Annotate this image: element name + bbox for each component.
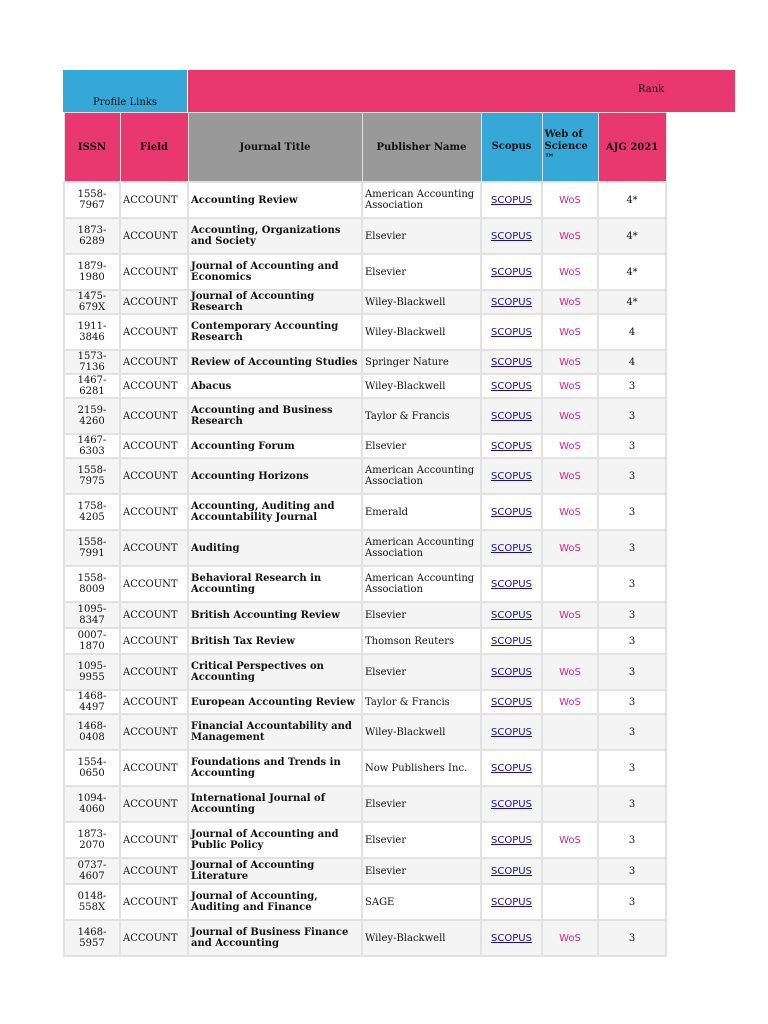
issn-cell: 1468-5957 [64,920,120,956]
table-row [64,434,666,458]
table-row [64,602,666,628]
publisher-cell: American Accounting Association [362,458,481,494]
wos-link [542,628,598,654]
table-row [64,350,666,374]
issn-cell: 0007-1870 [64,628,120,654]
issn-cell: 0737-4607 [64,858,120,884]
scopus-link-text[interactable]: SCOPUS [491,326,532,338]
scopus-link-text[interactable]: SCOPUS [491,834,532,846]
journal-title-cell: Journal of Accounting Research [188,290,362,314]
wos-link[interactable]: WoS [542,530,598,566]
publisher-cell: Elsevier [362,858,481,884]
table-row [64,628,666,654]
table-row [64,314,666,350]
ajg-rank-cell: 3 [598,714,666,750]
scopus-link[interactable] [481,254,542,290]
scopus-link-text[interactable]: SCOPUS [491,578,532,590]
scopus-link-text[interactable]: SCOPUS [491,230,532,242]
scopus-link-text[interactable]: SCOPUS [491,440,532,452]
issn-cell: 1573-7136 [64,350,120,374]
scopus-link-text[interactable]: SCOPUS [491,380,532,392]
profile-links-header: Profile Links [63,70,187,112]
issn-cell: 1554-0650 [64,750,120,786]
publisher-cell: Springer Nature [362,350,481,374]
issn-cell: 1467-6303 [64,434,120,458]
field-cell: ACCOUNT [120,786,188,822]
issn-cell: 1558-7975 [64,458,120,494]
field-cell: ACCOUNT [120,690,188,714]
col-issn: ISSN [64,113,120,183]
col-ajg: AJG 2021 [598,113,666,183]
table-row [64,714,666,750]
issn-cell: 1873-6289 [64,218,120,254]
scopus-link-text[interactable]: SCOPUS [491,470,532,482]
journal-title-cell: Accounting and Business Research [188,398,362,434]
wos-link[interactable]: WoS [542,398,598,434]
issn-cell: 2159-4260 [64,398,120,434]
journal-title-cell: Contemporary Accounting Research [188,314,362,350]
rank-label: Rank [638,84,665,95]
issn-cell: 1094-4060 [64,786,120,822]
wos-link[interactable]: WoS [542,290,598,314]
issn-cell: 1873-2070 [64,822,120,858]
journal-title-cell: Accounting Forum [188,434,362,458]
journal-title-cell: Journal of Accounting and Economics [188,254,362,290]
publisher-cell: American Accounting Association [362,530,481,566]
scopus-link-text[interactable]: SCOPUS [491,194,532,206]
table-row [64,858,666,884]
scopus-link[interactable] [481,290,542,314]
table-row [64,654,666,690]
journal-title-cell: Accounting, Organizations and Society [188,218,362,254]
field-cell: ACCOUNT [120,458,188,494]
scopus-link[interactable] [481,920,542,956]
scopus-link-text[interactable]: SCOPUS [491,896,532,908]
ajg-rank-cell: 3 [598,434,666,458]
ajg-rank-cell: 3 [598,690,666,714]
wos-link[interactable]: WoS [542,434,598,458]
scopus-link[interactable] [481,654,542,690]
ajg-rank-cell: 4* [598,218,666,254]
field-cell: ACCOUNT [120,822,188,858]
journal-title-cell: Review of Accounting Studies [188,350,362,374]
field-cell: ACCOUNT [120,566,188,602]
issn-cell: 0148-558X [64,884,120,920]
wos-link[interactable]: WoS [542,602,598,628]
scopus-link[interactable] [481,714,542,750]
field-cell: ACCOUNT [120,858,188,884]
journal-title-cell: Behavioral Research in Accounting [188,566,362,602]
scopus-link[interactable] [481,458,542,494]
ajg-rank-cell: 3 [598,398,666,434]
field-cell: ACCOUNT [120,218,188,254]
ajg-rank-cell: 4* [598,182,666,218]
ajg-rank-cell: 3 [598,628,666,654]
field-cell: ACCOUNT [120,182,188,218]
journal-title-cell: Foundations and Trends in Accounting [188,750,362,786]
scopus-link[interactable] [481,750,542,786]
ajg-rank-cell: 4 [598,314,666,350]
table-row [64,290,666,314]
journal-title-cell: European Accounting Review [188,690,362,714]
field-cell: ACCOUNT [120,884,188,920]
journal-title-cell: Journal of Accounting and Public Policy [188,822,362,858]
header-band [63,69,667,112]
journal-title-cell: British Tax Review [188,628,362,654]
journal-title-cell: Accounting Review [188,182,362,218]
ajg-rank-cell: 4* [598,290,666,314]
field-cell: ACCOUNT [120,920,188,956]
publisher-cell: Wiley-Blackwell [362,714,481,750]
wos-link [542,714,598,750]
wos-link [542,566,598,602]
table-row [64,458,666,494]
publisher-cell: Elsevier [362,254,481,290]
issn-cell: 1095-8347 [64,602,120,628]
wos-link[interactable]: WoS [542,654,598,690]
field-cell: ACCOUNT [120,398,188,434]
scopus-link[interactable] [481,494,542,530]
table-row [64,690,666,714]
scopus-link[interactable] [481,398,542,434]
scopus-link-text[interactable]: SCOPUS [491,506,532,518]
ajg-rank-cell: 3 [598,458,666,494]
wos-link[interactable]: WoS [542,494,598,530]
field-cell: ACCOUNT [120,290,188,314]
field-cell: ACCOUNT [120,254,188,290]
scopus-link-text[interactable]: SCOPUS [491,542,532,554]
wos-link[interactable]: WoS [542,822,598,858]
wos-link[interactable]: WoS [542,182,598,218]
scopus-link[interactable] [481,314,542,350]
publisher-cell: Elsevier [362,654,481,690]
issn-cell: 1095-9955 [64,654,120,690]
wos-link[interactable]: WoS [542,314,598,350]
wos-link[interactable]: WoS [542,218,598,254]
ajg-rank-cell: 3 [598,822,666,858]
publisher-cell: Elsevier [362,822,481,858]
column-header-row [64,113,666,183]
table-row [64,822,666,858]
wos-link[interactable]: WoS [542,350,598,374]
wos-link[interactable]: WoS [542,920,598,956]
scopus-link[interactable] [481,786,542,822]
scopus-link-text[interactable]: SCOPUS [491,635,532,647]
col-publisher: Publisher Name [362,113,481,183]
issn-cell: 1467-6281 [64,374,120,398]
table-row [64,182,666,218]
field-cell: ACCOUNT [120,434,188,458]
wos-link [542,750,598,786]
scopus-link-text[interactable]: SCOPUS [491,609,532,621]
ajg-rank-cell: 3 [598,654,666,690]
journal-title-cell: Auditing [188,530,362,566]
journal-title-cell: Accounting, Auditing and Accountability Journal [188,494,362,530]
scopus-link-text[interactable]: SCOPUS [491,932,532,944]
publisher-cell: Elsevier [362,434,481,458]
scopus-link-text[interactable]: SCOPUS [491,296,532,308]
issn-cell: 1911-3846 [64,314,120,350]
scopus-link[interactable] [481,858,542,884]
journal-sheet [63,69,667,957]
scopus-link[interactable] [481,530,542,566]
publisher-cell: American Accounting Association [362,566,481,602]
scopus-link[interactable] [481,884,542,920]
ajg-rank-cell: 4 [598,350,666,374]
scopus-link-text[interactable]: SCOPUS [491,666,532,678]
scopus-link-text[interactable]: SCOPUS [491,865,532,877]
journal-title-cell: Abacus [188,374,362,398]
table-row [64,566,666,602]
publisher-cell: Wiley-Blackwell [362,374,481,398]
journal-title-cell: Journal of Business Finance and Accounting [188,920,362,956]
field-cell: ACCOUNT [120,654,188,690]
ajg-rank-cell: 3 [598,884,666,920]
rank-header [188,70,735,112]
publisher-cell: Elsevier [362,786,481,822]
issn-cell: 1558-7991 [64,530,120,566]
table-row [64,920,666,956]
publisher-cell: SAGE [362,884,481,920]
scopus-link[interactable] [481,690,542,714]
field-cell: ACCOUNT [120,602,188,628]
field-cell: ACCOUNT [120,750,188,786]
col-journal-title: Journal Title [188,113,362,183]
wos-link[interactable]: WoS [542,374,598,398]
publisher-cell: Now Publishers Inc. [362,750,481,786]
publisher-cell: Emerald [362,494,481,530]
table-row [64,254,666,290]
scopus-link[interactable] [481,628,542,654]
scopus-link[interactable] [481,822,542,858]
col-wos: Web of Science ™ [542,113,598,183]
journal-title-cell: Journal of Accounting, Auditing and Finance [188,884,362,920]
scopus-link-text[interactable]: SCOPUS [491,798,532,810]
publisher-cell: Taylor & Francis [362,398,481,434]
table-row [64,884,666,920]
wos-link[interactable]: WoS [542,458,598,494]
publisher-cell: Wiley-Blackwell [362,290,481,314]
ajg-rank-cell: 3 [598,566,666,602]
table-row [64,530,666,566]
table-row [64,494,666,530]
wos-link [542,884,598,920]
publisher-cell: Elsevier [362,602,481,628]
publisher-cell: Wiley-Blackwell [362,920,481,956]
issn-cell: 1468-0408 [64,714,120,750]
issn-cell: 1558-7967 [64,182,120,218]
field-cell: ACCOUNT [120,494,188,530]
publisher-cell: Elsevier [362,218,481,254]
table-row [64,374,666,398]
ajg-rank-cell: 3 [598,858,666,884]
publisher-cell: Thomson Reuters [362,628,481,654]
ajg-rank-cell: 3 [598,530,666,566]
ajg-rank-cell: 4* [598,254,666,290]
scopus-link-text[interactable]: SCOPUS [491,266,532,278]
table-row [64,750,666,786]
publisher-cell: Taylor & Francis [362,690,481,714]
col-scopus: Scopus [481,113,542,183]
journal-title-cell: British Accounting Review [188,602,362,628]
scopus-link[interactable] [481,374,542,398]
scopus-link-text[interactable]: SCOPUS [491,726,532,738]
field-cell: ACCOUNT [120,374,188,398]
issn-cell: 1558-8009 [64,566,120,602]
ajg-rank-cell: 3 [598,602,666,628]
ajg-rank-cell: 3 [598,920,666,956]
journal-title-cell: Journal of Accounting Literature [188,858,362,884]
issn-cell: 1468-4497 [64,690,120,714]
ajg-rank-cell: 3 [598,374,666,398]
field-cell: ACCOUNT [120,530,188,566]
scopus-link-text[interactable]: SCOPUS [491,356,532,368]
field-cell: ACCOUNT [120,314,188,350]
scopus-link-text[interactable]: SCOPUS [491,762,532,774]
issn-cell: 1475-679X [64,290,120,314]
table-row [64,218,666,254]
wos-link[interactable]: WoS [542,690,598,714]
scopus-link[interactable] [481,566,542,602]
wos-link [542,786,598,822]
journal-title-cell: International Journal of Accounting [188,786,362,822]
ajg-rank-cell: 3 [598,786,666,822]
scopus-link-text[interactable]: SCOPUS [491,410,532,422]
scopus-link[interactable] [481,218,542,254]
journal-rows [64,182,666,956]
field-cell: ACCOUNT [120,350,188,374]
publisher-cell: Wiley-Blackwell [362,314,481,350]
journal-title-cell: Critical Perspectives on Accounting [188,654,362,690]
publisher-cell: American Accounting Association [362,182,481,218]
journal-title-cell: Financial Accountability and Management [188,714,362,750]
scopus-link-text[interactable]: SCOPUS [491,696,532,708]
issn-cell: 1879-1980 [64,254,120,290]
journal-title-cell: Accounting Horizons [188,458,362,494]
scopus-link[interactable] [481,182,542,218]
scopus-link[interactable] [481,602,542,628]
issn-cell: 1758-4205 [64,494,120,530]
col-field: Field [120,113,188,183]
scopus-link[interactable] [481,350,542,374]
wos-link[interactable]: WoS [542,254,598,290]
journal-table [63,112,667,957]
table-row [64,786,666,822]
table-row [64,398,666,434]
ajg-rank-cell: 3 [598,750,666,786]
field-cell: ACCOUNT [120,628,188,654]
scopus-link[interactable] [481,434,542,458]
wos-link [542,858,598,884]
ajg-rank-cell: 3 [598,494,666,530]
field-cell: ACCOUNT [120,714,188,750]
